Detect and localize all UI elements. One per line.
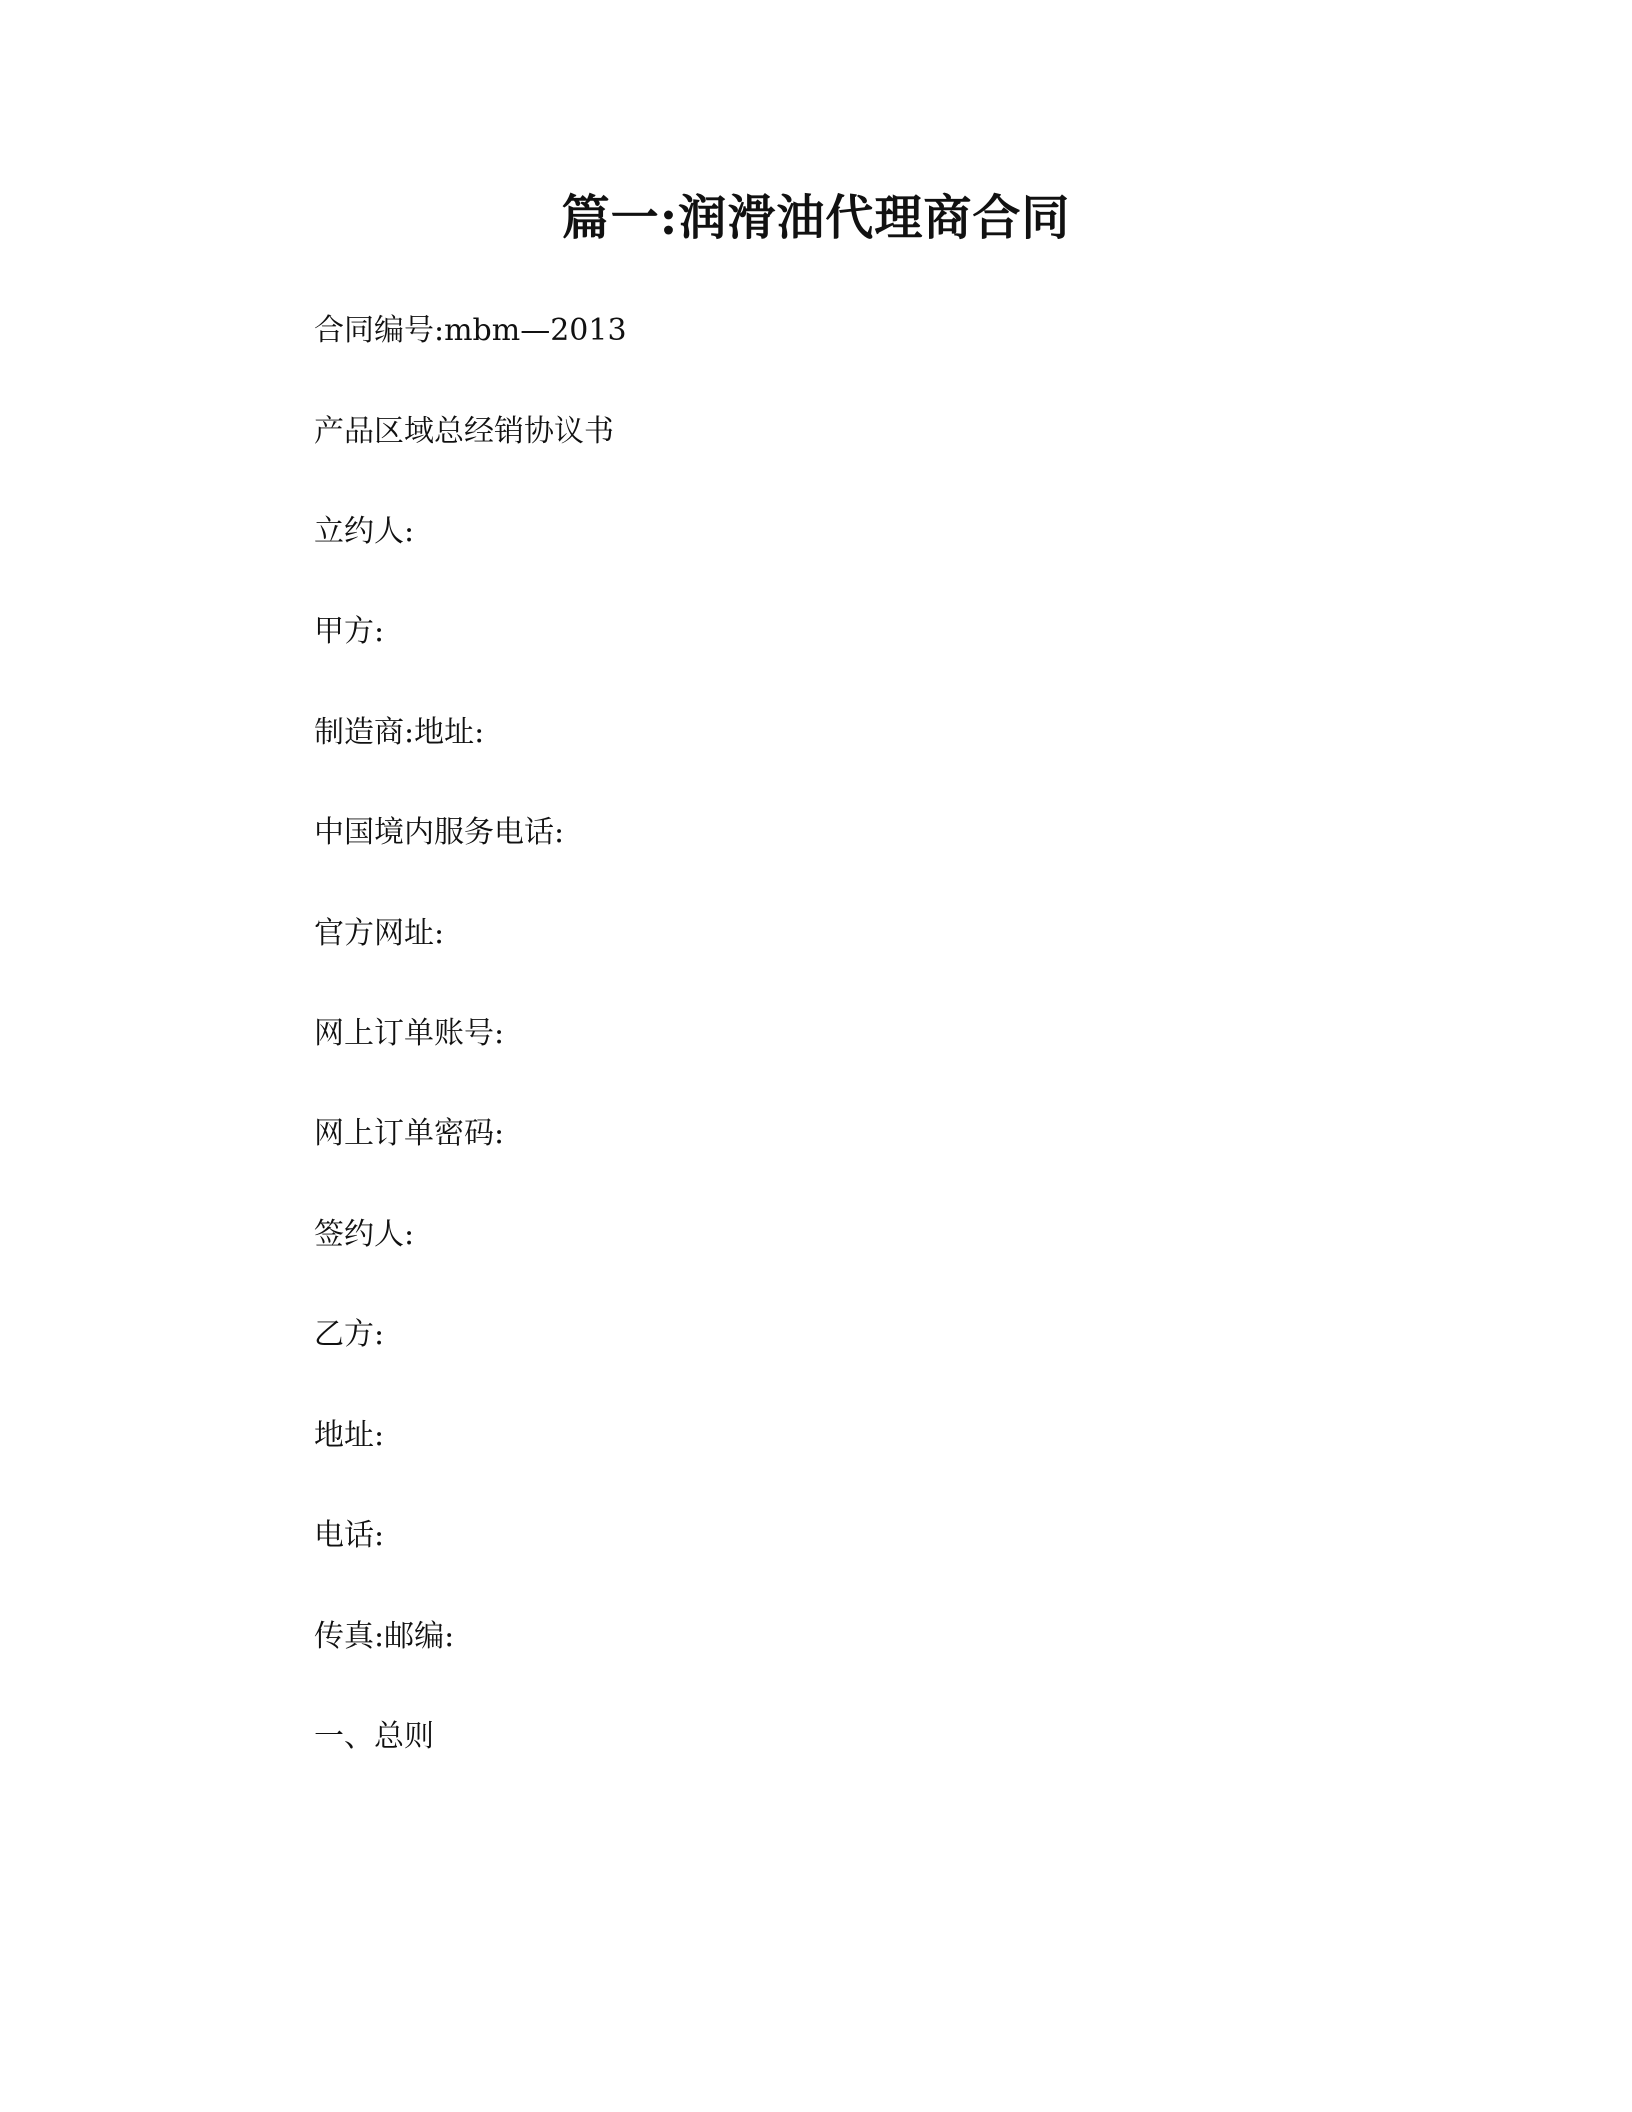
document-title: 篇一:润滑油代理商合同	[561, 190, 1071, 246]
phone-line: 电话:	[314, 1518, 385, 1553]
agreement-name-line: 产品区域总经销协议书	[314, 414, 614, 449]
party-b-label: 乙方:	[314, 1317, 385, 1352]
party-a-label: 甲方:	[314, 614, 385, 649]
address-line: 地址:	[314, 1418, 385, 1453]
online-order-account-line: 网上订单账号:	[314, 1016, 505, 1051]
fax-postcode-line: 传真:邮编:	[314, 1619, 455, 1654]
contracting-parties-label: 立约人:	[314, 514, 415, 549]
contract-number-line: 合同编号:mbm—2013	[314, 313, 627, 348]
section-heading-general: 一、总则	[314, 1719, 434, 1754]
online-order-password-line: 网上订单密码:	[314, 1116, 505, 1151]
service-phone-line: 中国境内服务电话:	[314, 815, 565, 850]
manufacturer-address-line: 制造商:地址:	[314, 715, 485, 750]
official-website-line: 官方网址:	[314, 916, 445, 951]
signatory-label: 签约人:	[314, 1217, 415, 1252]
